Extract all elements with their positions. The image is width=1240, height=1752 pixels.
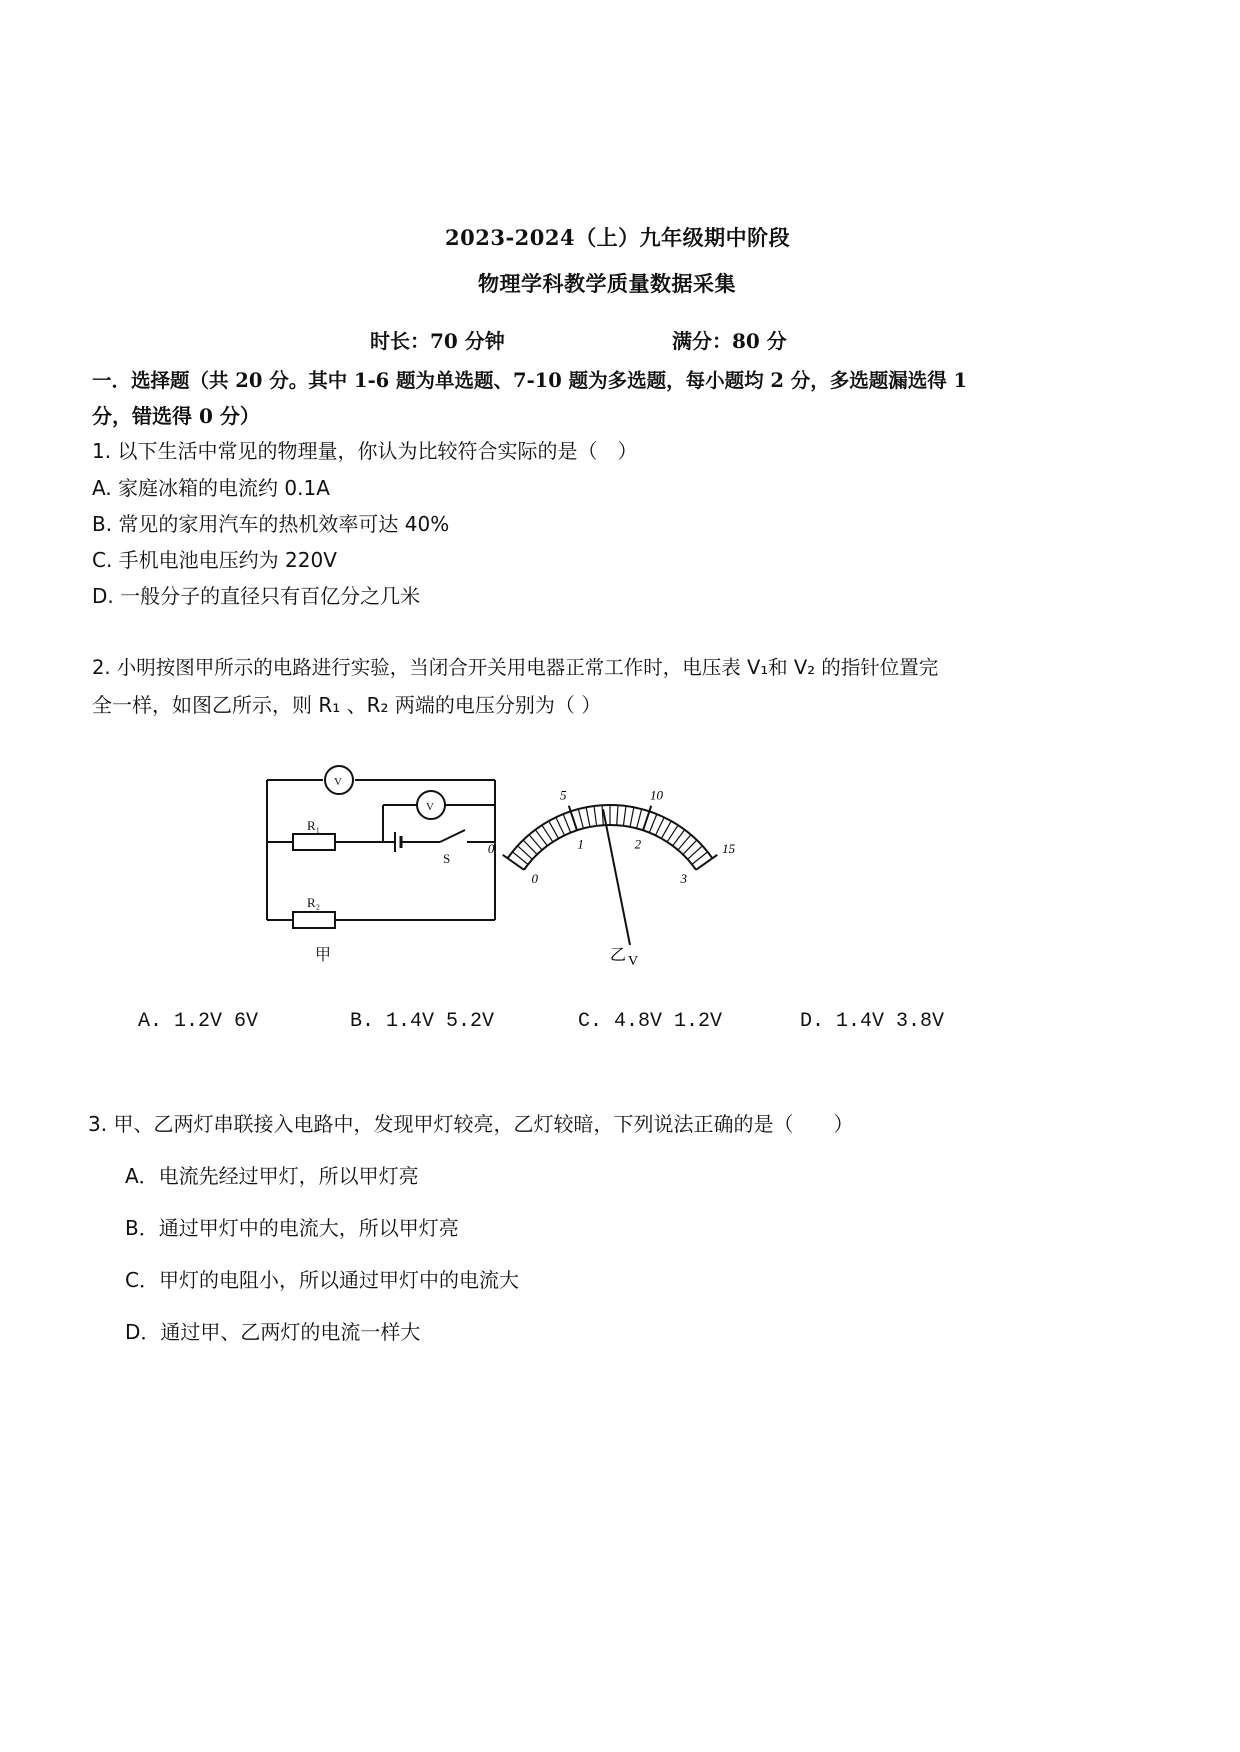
question-2-option-b: B. 1.4V 5.2V: [350, 1010, 495, 1033]
dial-tick: [623, 806, 626, 826]
dial-scale-top-label: 5: [560, 787, 567, 803]
dial-tick: [563, 814, 570, 833]
dial-tick: [696, 855, 717, 870]
question-1-option-b: B. 常见的家用汽车的热机效率可达 40%: [92, 512, 450, 536]
question-1-stem: 1. 以下生活中常见的物理量，你认为比较符合实际的是（ ）: [92, 439, 638, 463]
question-2-option-d: D. 1.4V 3.8V: [800, 1010, 945, 1033]
dial-scale-top-label: 0: [487, 840, 495, 856]
question-1-option-a: A. 家庭冰箱的电流约 0.1A: [92, 476, 330, 500]
dial-tick: [503, 855, 524, 870]
dial-scale-bottom-label: 3: [680, 870, 688, 886]
question-2-option-c: C. 4.8V 1.2V: [578, 1010, 723, 1033]
label-switch: S: [443, 851, 451, 866]
exam-subtitle: 物理学科教学质量数据采集: [478, 271, 736, 296]
dial-tick: [556, 817, 565, 835]
question-3-option-b: B．通过甲灯中的电流大，所以甲灯亮: [125, 1216, 459, 1240]
question-2-figure: [255, 760, 775, 970]
dial-tick: [630, 807, 634, 827]
dial-tick: [667, 825, 678, 842]
circuit-diagram: [267, 766, 495, 928]
meter-v1-label: V: [334, 776, 342, 788]
voltmeter-dial: [488, 787, 736, 969]
section-heading: 一．选择题（共 20 分。其中 1-6 题为单选题、7-10 题为多选题，每小题均 2 分，多选题漏选得 1: [92, 369, 968, 392]
dial-scale-bottom-label: 0: [531, 870, 538, 886]
dial-scale-top-label: 10: [649, 787, 663, 803]
label-r2: R₂: [307, 895, 321, 910]
dial-tick: [655, 817, 664, 835]
dial-tick: [661, 821, 671, 838]
question-3-stem: 3. 甲、乙两灯串联接入电路中，发现甲灯较亮，乙灯较暗，下列说法正确的是（ ）: [88, 1112, 854, 1136]
question-3-option-c: C．甲灯的电阻小，所以通过甲灯中的电流大: [125, 1268, 519, 1292]
dial-scale-top-label: 15: [722, 840, 736, 856]
dial-tick: [649, 814, 656, 833]
exam-full-score: 满分：80 分: [672, 329, 787, 353]
switch-lever: [440, 830, 465, 842]
exam-duration: 时长：70 分钟: [370, 329, 505, 353]
question-3-option-a: A．电流先经过甲灯，所以甲灯亮: [125, 1164, 419, 1188]
meter-v2-label: V: [426, 801, 434, 813]
dial-tick: [549, 821, 559, 838]
label-r1: R₁: [307, 818, 321, 833]
resistor-r1: [293, 834, 335, 850]
question-2-option-a: A. 1.2V 6V: [138, 1010, 259, 1033]
dial-tick: [586, 807, 590, 827]
resistor-r2: [293, 912, 335, 928]
section-heading-cont: 分，错选得 0 分）: [92, 404, 260, 428]
dial-symbol: V: [628, 954, 639, 969]
caption-jia: 甲: [315, 947, 332, 964]
dial-tick: [602, 805, 603, 825]
dial-tick: [594, 806, 597, 826]
dial-tick: [542, 825, 553, 842]
dial-tick: [637, 809, 642, 828]
question-1-option-d: D. 一般分子的直径只有百亿分之几米: [92, 584, 421, 608]
dial-scale-bottom-label: 1: [577, 836, 584, 852]
caption-yi: 乙: [610, 947, 627, 964]
question-2-stem: 2. 小明按图甲所示的电路进行实验，当闭合开关用电器正常工作时，电压表 V₁和 V₂ 的指针位置完: [92, 656, 939, 679]
dial-tick: [578, 809, 583, 828]
question-2-stem-cont: 全一样，如图乙所示，则 R₁ 、R₂ 两端的电压分别为（ ）: [92, 693, 602, 717]
dial-needle: [603, 809, 630, 945]
question-3-option-d: D．通过甲、乙两灯的电流一样大: [125, 1320, 421, 1344]
dial-tick: [617, 805, 618, 825]
exam-title: 2023-2024（上）九年级期中阶段: [445, 225, 791, 250]
question-1-option-c: C. 手机电池电压约为 220V: [92, 548, 337, 572]
dial-scale-bottom-label: 2: [634, 836, 642, 852]
